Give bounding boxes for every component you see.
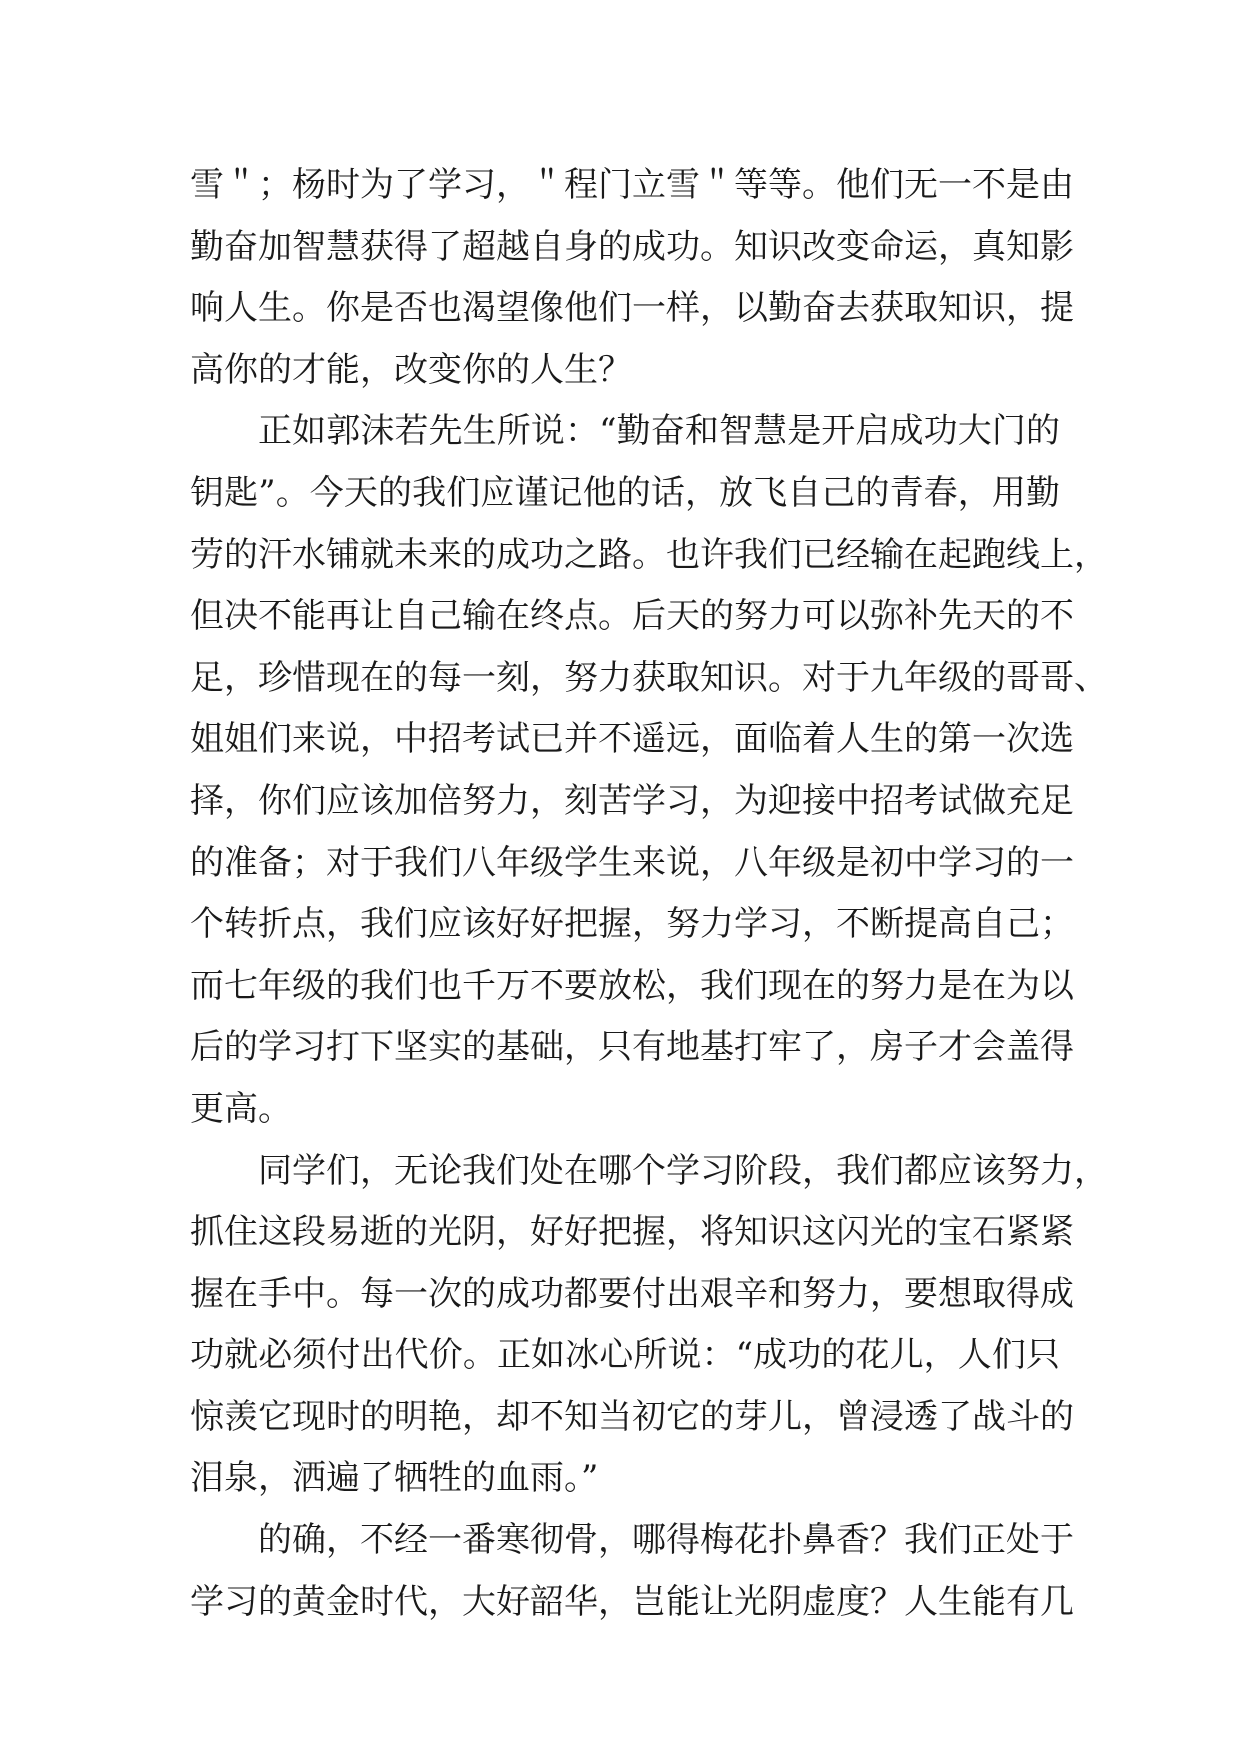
text-line: 但决不能再让自己输在终点。后天的努力可以弥补先天的不 — [190, 596, 1074, 637]
text-line: 学习的黄金时代，大好韶华，岂能让光阴虚度？人生能有几 — [190, 1581, 1074, 1622]
text-line: 握在手中。每一次的成功都要付出艰辛和努力，要想取得成 — [190, 1273, 1074, 1314]
text-line: 足，珍惜现在的每一刻，努力获取知识。对于九年级的哥哥、 — [190, 657, 1108, 698]
text-line: 抓住这段易逝的光阴，好好把握，将知识这闪光的宝石紧紧 — [190, 1212, 1074, 1253]
text-line: 择，你们应该加倍努力，刻苦学习，为迎接中招考试做充足 — [190, 780, 1074, 821]
text-line: 后的学习打下坚实的基础，只有地基打牢了，房子才会盖得 — [190, 1027, 1074, 1068]
body-text — [190, 155, 1108, 1633]
paragraph-start-line: 的确，不经一番寒彻骨，哪得梅花扑鼻香？我们正处于 — [258, 1520, 1074, 1561]
text-line: 的准备；对于我们八年级学生来说，八年级是初中学习的一 — [190, 842, 1074, 883]
text-line: 功就必须付出代价。正如冰心所说：“成功的花儿，人们只 — [190, 1335, 1060, 1376]
text-line: 个转折点，我们应该好好把握，努力学习，不断提高自己； — [190, 904, 1074, 945]
text-line: 高你的才能，改变你的人生？ — [190, 349, 632, 390]
text-line: 响人生。你是否也渴望像他们一样，以勤奋去获取知识，提 — [190, 288, 1074, 329]
text-line: 劳的汗水铺就未来的成功之路。也许我们已经输在起跑线上， — [190, 534, 1108, 575]
text-line: 勤奋加智慧获得了超越自身的成功。知识改变命运，真知影 — [190, 226, 1074, 267]
text-line: 姐姐们来说，中招考试已并不遥远，面临着人生的第一次选 — [190, 719, 1074, 760]
paragraph-start-line: 同学们，无论我们处在哪个学习阶段，我们都应该努力， — [258, 1150, 1108, 1191]
text-line: 而七年级的我们也千万不要放松，我们现在的努力是在为以 — [190, 965, 1074, 1006]
text-line: 泪泉，洒遍了牺牲的血雨。” — [190, 1458, 599, 1499]
text-line: 更高。 — [190, 1088, 292, 1129]
text-line: 雪＂；杨时为了学习，＂程门立雪＂等等。他们无一不是由 — [190, 165, 1074, 205]
text-line: 钥匙”。今天的我们应谨记他的话，放飞自己的青春，用勤 — [190, 472, 1060, 513]
text-line: 惊羡它现时的明艳，却不知当初它的芽儿，曾浸透了战斗的 — [190, 1396, 1074, 1437]
paragraph-start-line: 正如郭沫若先生所说：“勤奋和智慧是开启成功大门的 — [258, 411, 1060, 452]
